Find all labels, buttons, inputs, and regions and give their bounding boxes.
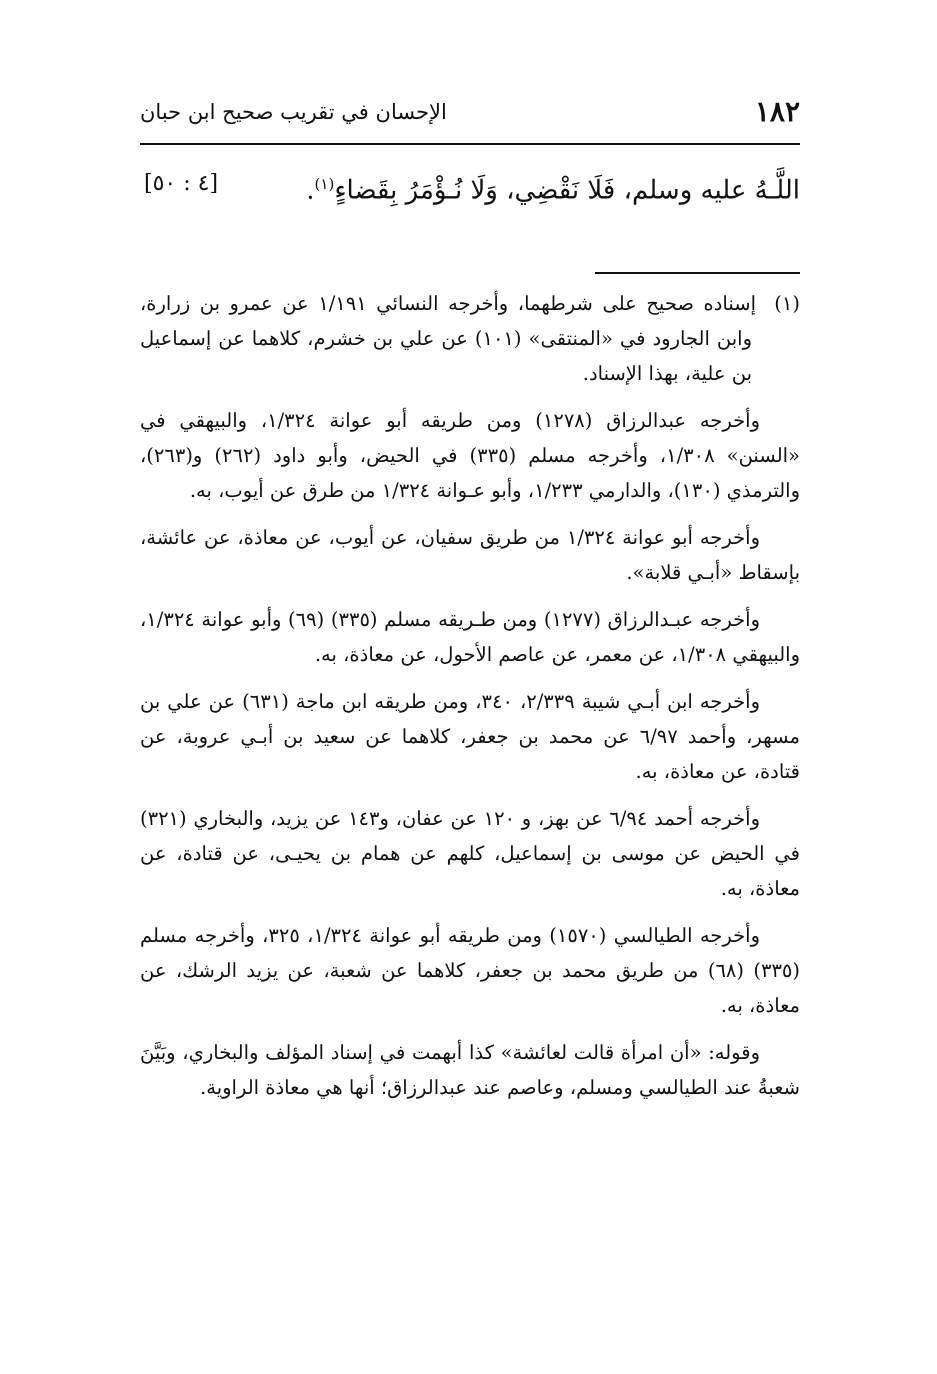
footnote-paragraph xyxy=(140,286,800,391)
page-number: ١٨٢ xyxy=(754,95,800,128)
main-text-end: . xyxy=(306,175,315,206)
footnote-marker: (١) xyxy=(774,292,800,315)
main-text xyxy=(306,158,800,217)
footnote-paragraph: وأخرجه أحمد ٦/٩٤ عن بهز، و ١٢٠ عن عفان، و١٤٣ عن يزيد، والبخاري (٣٢١) في الحيض عن موسى بن إسماعيل، كلهم عن همام بن يحيـى، عن قتادة، عن معاذة، به. xyxy=(140,807,800,900)
footnote-paragraph: وأخرجه عبدالرزاق (١٢٧٨) ومن طريقه أبو عوانة ١/٣٢٤، والبيهقي في «السنن» ١/٣٠٨، وأخرجه مسلم (٣٣٥) في الحيض، وأبو داود (٢٦٢) و(٢٦٣)، والترمذي (١٣٠)، والدارمي ١/٢٣٣، وأبو عـوانة ١/٣٢٤ من طرق عن أيوب، به. xyxy=(140,409,800,502)
hadith-reference: [٤ : ٥٠] xyxy=(144,171,219,196)
footnote-separator xyxy=(595,272,800,274)
main-text-line xyxy=(140,158,800,210)
header-divider xyxy=(140,143,800,145)
page-header xyxy=(140,90,800,134)
footnote-paragraph: وأخرجه عبـدالرزاق (١٢٧٧) ومن طـريقه مسلم (٣٣٥) (٦٩) وأبو عوانة ١/٣٢٤، والبيهقي ١/٣٠٨، عن معمر، عن عاصم الأحول، عن معاذة، به. xyxy=(140,608,800,666)
footnote-text: إسناده صحيح على شرطهما، وأخرجه النسائي ١/١٩١ عن عمرو بن زرارة، وابن الجارود في «المنتقى» (١٠١) عن علي بن خشرم، كلاهما عن إسماعيل بن علية، بهذا الإسناد. xyxy=(140,292,756,385)
main-text-body: اللَّـهُ عليه وسلم، فَلَا نَقْضِي، وَلَا نُـؤْمَرُ بِقَضاءٍ xyxy=(334,175,800,206)
running-title: الإحسان في تقريب صحيح ابن حبان xyxy=(140,100,447,124)
footnote-paragraph: وقوله: «أن امرأة قالت لعائشة» كذا أبهمت في إسناد المؤلف والبخاري، وبَيَّنَ شعبةُ عند الطيالسي ومسلم، وعاصم عند عبدالرزاق؛ أنها هي معاذة الراوية. xyxy=(140,1041,800,1099)
footnote-paragraph: وأخرجه الطيالسي (١٥٧٠) ومن طريقه أبو عوانة ١/٣٢٤، ٣٢٥، وأخرجه مسلم (٣٣٥) (٦٨) من طريق محمد بن جعفر، كلاهما عن شعبة، عن يزيد الرشك، عن معاذة، به. xyxy=(140,924,800,1017)
footnotes xyxy=(140,286,800,1117)
footnote-paragraph: وأخرجه أبو عوانة ١/٣٢٤ من طريق سفيان، عن أيوب، عن معاذة، عن عائشة، بإسقاط «أبـي قلابة». xyxy=(140,526,800,584)
footnote-reference: (١) xyxy=(314,175,335,193)
footnote-paragraph: وأخرجه ابن أبـي شيبة ٢/٣٣٩، ٣٤٠، ومن طريقه ابن ماجة (٦٣١) عن علي بن مسهر، وأحمد ٦/٩٧ عن محمد بن جعفر، كلاهما عن سعيد بن أبـي عروبة، عن قتادة، عن معاذة، به. xyxy=(140,690,800,783)
